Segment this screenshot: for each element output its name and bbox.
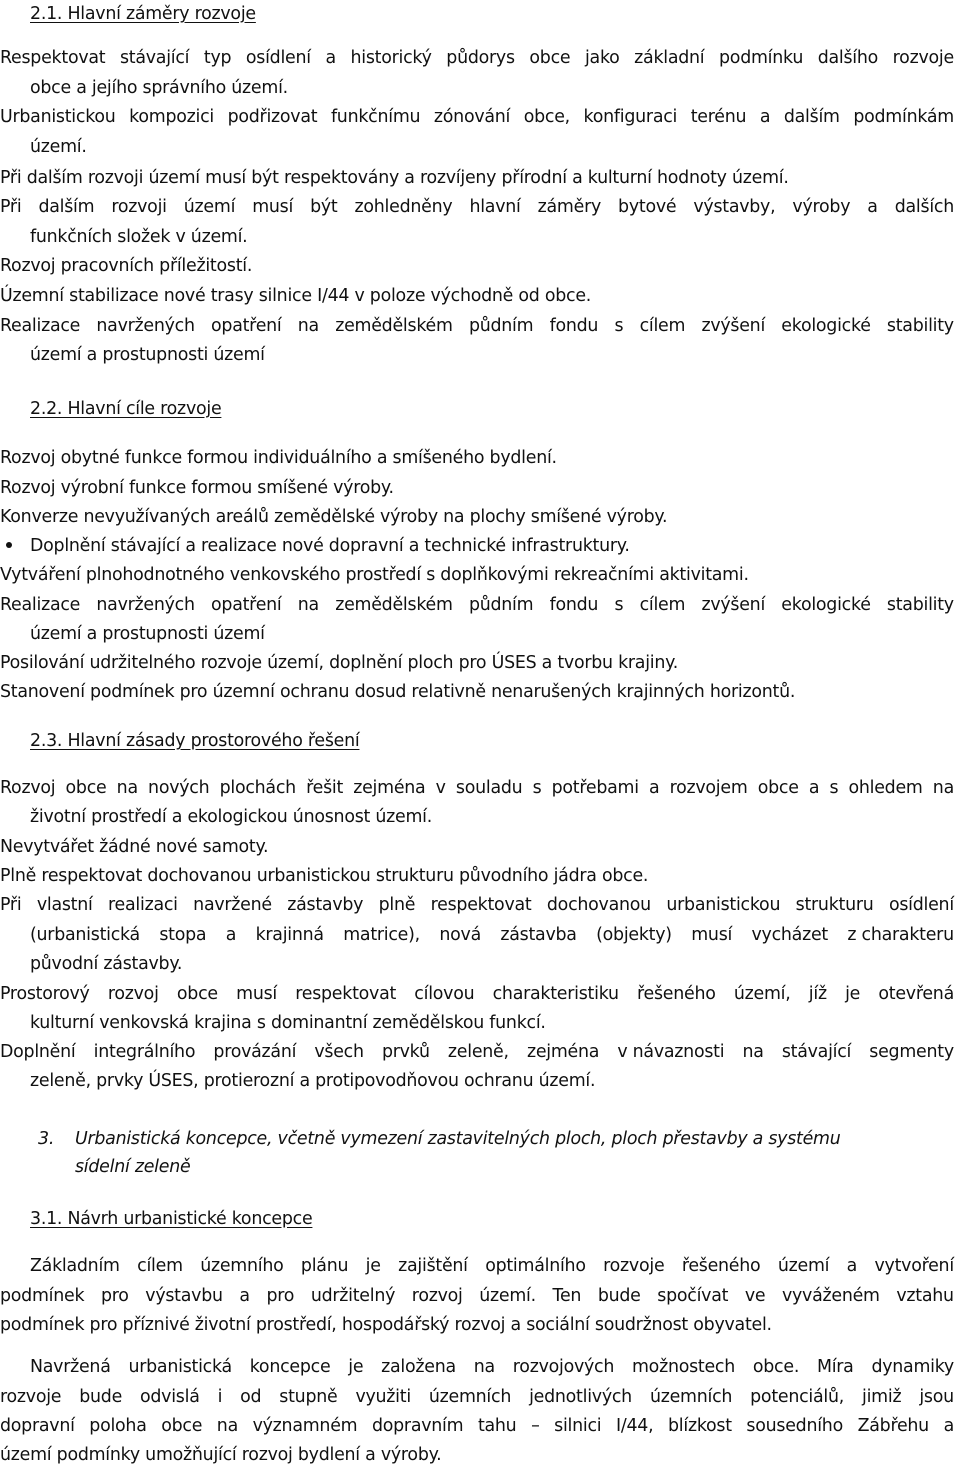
word: historický: [350, 48, 432, 68]
word: a: [239, 1286, 250, 1306]
word: zeleně,: [447, 1042, 509, 1062]
word: poloha: [89, 1416, 147, 1436]
word: možnostech: [631, 1357, 736, 1377]
word: Realizace: [0, 316, 81, 336]
section-heading-2-3: 2.3. Hlavní zásady prostorového řešení: [30, 731, 360, 751]
word: zejména: [353, 778, 426, 798]
word: osídlení: [888, 895, 954, 915]
word: nových: [148, 778, 210, 798]
word: potřebami: [551, 778, 639, 798]
word: cílovou: [414, 984, 475, 1004]
word: rozvoje: [0, 1387, 62, 1407]
word: zástavby: [287, 895, 364, 915]
word: dochovanou: [546, 895, 651, 915]
text-line: Při dalším rozvoji území musí být respektovány a rozvíjeny přírodní a kulturní hodnoty území.: [0, 168, 789, 188]
text-line: území a prostupnosti území: [30, 624, 265, 644]
word: záměry: [537, 197, 602, 217]
word: půdním: [468, 316, 534, 336]
word: stávající: [119, 48, 190, 68]
word: segmenty: [869, 1042, 954, 1062]
word: dalšího: [817, 48, 879, 68]
word: matrice),: [343, 925, 420, 945]
word: a: [325, 48, 336, 68]
word: nová: [439, 925, 481, 945]
word: založena: [381, 1357, 456, 1377]
word: hlavní: [469, 197, 521, 217]
word: respektovat: [430, 895, 532, 915]
word: v návaznosti: [617, 1042, 725, 1062]
word: souladu: [455, 778, 523, 798]
word: Rozvoj: [0, 778, 56, 798]
word: –: [531, 1416, 540, 1436]
word: Doplnění: [0, 1042, 76, 1062]
paragraph-line: [30, 1254, 954, 1278]
word: krajinná: [255, 925, 324, 945]
word: jsou: [919, 1387, 954, 1407]
word: terénu: [690, 107, 747, 127]
text-line: Rozvoj výrobní funkce formou smíšené výroby.: [0, 478, 394, 498]
word: rozvoji: [111, 197, 167, 217]
section-heading-3-1: 3.1. Návrh urbanistické koncepce: [30, 1209, 313, 1229]
word: s: [614, 595, 624, 615]
word: výroby: [792, 197, 851, 217]
text-line: [0, 1040, 954, 1064]
paragraph-line: [30, 1355, 954, 1379]
word: obce: [161, 1416, 203, 1436]
word: stability: [886, 595, 954, 615]
word: navržených: [96, 316, 195, 336]
text-line: Rozvoj pracovních příležitostí.: [0, 256, 253, 276]
word: stopa: [159, 925, 207, 945]
word: musí: [236, 984, 277, 1004]
word: obce: [757, 778, 799, 798]
word: fondu: [549, 595, 599, 615]
word: územního: [200, 1256, 284, 1276]
word: s: [829, 778, 839, 798]
word: otevřená: [878, 984, 954, 1004]
text-line: původní zástavby.: [30, 954, 183, 974]
word: jimiž: [862, 1387, 902, 1407]
bullet-icon: [6, 542, 12, 548]
word: jednotlivých: [529, 1387, 632, 1407]
word: funkčnímu: [330, 107, 421, 127]
word: podmínku: [719, 48, 804, 68]
text-line: Konverze nevyužívaných areálů zemědělské výroby na plochy smíšené výroby.: [0, 507, 668, 527]
word: podmínkám: [853, 107, 954, 127]
word: vztahu: [896, 1286, 954, 1306]
text-line: zeleně, prvky ÚSES, protierozní a protipovodňovou ochranu území.: [30, 1071, 596, 1091]
chapter-number: 3.: [38, 1129, 55, 1149]
word: stability: [886, 316, 954, 336]
word: cílem: [639, 316, 686, 336]
paragraph-line: [0, 1385, 954, 1409]
word: Prostorový: [0, 984, 90, 1004]
word: navržených: [96, 595, 195, 615]
text-line: [0, 776, 954, 800]
word: s: [532, 778, 542, 798]
text-line: území a prostupnosti území: [30, 345, 265, 365]
word: na: [742, 1042, 764, 1062]
word: zohledněny: [354, 197, 453, 217]
word: provázání: [213, 1042, 297, 1062]
word: územních: [428, 1387, 512, 1407]
word: pro: [266, 1286, 295, 1306]
word: cílem: [137, 1256, 183, 1276]
word: obce,: [523, 107, 570, 127]
word: I/44,: [615, 1416, 654, 1436]
word: území,: [733, 984, 791, 1004]
paragraph-line: území podmínky umožňující rozvoj bydlení a výroby.: [0, 1445, 442, 1465]
word: bude: [79, 1387, 123, 1407]
word: optimálního: [485, 1256, 586, 1276]
word: s: [614, 316, 624, 336]
word: půdním: [468, 595, 534, 615]
text-line: [0, 893, 954, 917]
word: Ten: [552, 1286, 582, 1306]
text-line: Vytváření plnohodnotného venkovského prostředí s doplňkovými rekreačními aktivitami.: [0, 565, 749, 585]
word: z charakteru: [847, 925, 954, 945]
word: realizaci: [108, 895, 178, 915]
paragraph-line: [0, 1284, 954, 1308]
word: obce: [529, 48, 571, 68]
word: řešeného: [637, 984, 716, 1004]
paragraph-line: podmínek pro příznivé životní prostředí, hospodářský rozvoj a sociální soudržnost obyvatel.: [0, 1315, 772, 1335]
section-heading-2-1: 2.1. Hlavní záměry rozvoje: [30, 4, 256, 24]
word: a: [808, 778, 820, 798]
word: zejména: [526, 1042, 600, 1062]
text-line: Rozvoj obytné funkce formou individuálního a smíšeného bydlení.: [0, 448, 557, 468]
word: spočívat: [657, 1286, 729, 1306]
word: jíž: [808, 984, 827, 1004]
word: tahu: [477, 1416, 517, 1436]
text-line: funkčních složek v území.: [30, 227, 248, 247]
word: urbanistickou: [666, 895, 781, 915]
word: strukturu: [795, 895, 874, 915]
word: je: [365, 1256, 381, 1276]
word: i: [217, 1387, 223, 1407]
word: zvýšení: [701, 595, 766, 615]
word: rozvoje: [603, 1256, 665, 1276]
word: využiti: [355, 1387, 411, 1407]
word: rozvojových: [512, 1357, 615, 1377]
word: bytové: [618, 197, 677, 217]
word: zemědělském: [335, 595, 453, 615]
word: Zábřehu: [857, 1416, 929, 1436]
text-line: obce a jejího správního území.: [30, 78, 288, 98]
text-line: území.: [30, 137, 87, 157]
word: osídlení: [245, 48, 311, 68]
word: dalším: [38, 197, 95, 217]
word: od: [240, 1387, 262, 1407]
text-line: [0, 105, 954, 129]
text-line: Posilování udržitelného rozvoje území, doplnění ploch pro ÚSES a tvorbu krajiny.: [0, 653, 678, 673]
word: plánu: [300, 1256, 349, 1276]
word: navržené: [193, 895, 272, 915]
word: integrálního: [93, 1042, 196, 1062]
word: na: [297, 595, 319, 615]
text-line: [30, 923, 954, 947]
word: vytvoření: [874, 1256, 954, 1276]
text-line: [0, 593, 954, 617]
word: obce: [176, 984, 218, 1004]
word: rozvojem: [669, 778, 748, 798]
word: území.: [479, 1286, 536, 1306]
word: respektovat: [295, 984, 397, 1004]
text-line: [0, 46, 954, 70]
word: sousedního: [746, 1416, 843, 1436]
word: na: [216, 1416, 238, 1436]
word: ekologické: [781, 316, 871, 336]
word: kompozici: [129, 107, 214, 127]
text-line: kulturní venkovská krajina s dominantní zemědělskou funkcí.: [30, 1013, 546, 1033]
word: (objekty): [596, 925, 672, 945]
word: území: [777, 1256, 830, 1276]
word: rozvoje: [892, 48, 954, 68]
text-line: Plně respektovat dochovanou urbanistickou strukturu původního jádra obce.: [0, 866, 649, 886]
word: pro: [100, 1286, 129, 1306]
word: všech: [314, 1042, 364, 1062]
word: a: [759, 107, 771, 127]
word: rozvoj: [411, 1286, 463, 1306]
word: vycházet: [751, 925, 828, 945]
word: koncepce: [249, 1357, 331, 1377]
word: řešeného: [681, 1256, 761, 1276]
word: stávající: [781, 1042, 852, 1062]
word: podmínek: [0, 1286, 85, 1306]
text-line: Nevytvářet žádné nové samoty.: [0, 837, 269, 857]
word: obce.: [752, 1357, 800, 1377]
word: fondu: [549, 316, 599, 336]
word: rozvoj: [107, 984, 159, 1004]
text-line: [0, 195, 954, 219]
word: musí: [252, 197, 294, 217]
word: potenciálů,: [750, 1387, 845, 1407]
word: (urbanistická: [30, 925, 140, 945]
word: na: [116, 778, 138, 798]
word: územních: [649, 1387, 733, 1407]
word: a: [225, 925, 237, 945]
word: řešit: [306, 778, 344, 798]
word: výstavby,: [693, 197, 776, 217]
word: Míra: [816, 1357, 854, 1377]
word: prvků: [381, 1042, 430, 1062]
text-line: [0, 314, 954, 338]
word: ve: [744, 1286, 766, 1306]
word: Základním: [30, 1256, 120, 1276]
word: a: [846, 1256, 858, 1276]
word: konfiguraci: [583, 107, 678, 127]
word: zemědělském: [335, 316, 453, 336]
word: dynamiky: [871, 1357, 954, 1377]
word: odvislá: [140, 1387, 200, 1407]
word: zónování: [433, 107, 511, 127]
word: dopravní: [0, 1416, 75, 1436]
word: zajištění: [398, 1256, 468, 1276]
word: zástavba: [500, 925, 577, 945]
word: na: [932, 778, 954, 798]
word: být: [310, 197, 338, 217]
word: musí: [691, 925, 733, 945]
word: na: [297, 316, 319, 336]
word: vlastní: [36, 895, 93, 915]
chapter-title: Urbanistická koncepce, včetně vymezení zastavitelných ploch, ploch přestavby a systému: [75, 1129, 841, 1149]
chapter-title-cont: sídelní zeleně: [75, 1157, 191, 1177]
text-line: Stanovení podmínek pro územní ochranu dosud relativně nenarušených krajinných horizontů.: [0, 682, 796, 702]
word: jako: [584, 48, 620, 68]
text-line: Doplnění stávající a realizace nové dopravní a technické infrastruktury.: [30, 536, 630, 556]
word: dopravním: [371, 1416, 464, 1436]
word: je: [348, 1357, 364, 1377]
word: zvýšení: [701, 316, 766, 336]
word: plochách: [219, 778, 296, 798]
section-heading-2-2: 2.2. Hlavní cíle rozvoje: [30, 399, 222, 419]
word: a: [943, 1416, 954, 1436]
word: půdorys: [446, 48, 515, 68]
word: ohledem: [848, 778, 923, 798]
word: stupně: [279, 1387, 338, 1407]
word: na: [473, 1357, 495, 1377]
word: typ: [203, 48, 232, 68]
word: Navržená: [30, 1357, 111, 1377]
word: cílem: [639, 595, 686, 615]
word: významném: [252, 1416, 358, 1436]
word: obce: [65, 778, 107, 798]
word: dalších: [894, 197, 954, 217]
word: základní: [634, 48, 705, 68]
word: v: [435, 778, 446, 798]
word: opatření: [211, 595, 282, 615]
paragraph-line: [0, 1414, 954, 1438]
word: plně: [378, 895, 416, 915]
word: bude: [597, 1286, 641, 1306]
word: Respektovat: [0, 48, 106, 68]
word: podřizovat: [227, 107, 318, 127]
word: silnici: [554, 1416, 602, 1436]
word: blízkost: [668, 1416, 732, 1436]
word: urbanistická: [128, 1357, 232, 1377]
text-line: [0, 982, 954, 1006]
text-line: životní prostředí a ekologickou únosnost území.: [30, 807, 433, 827]
word: a: [867, 197, 878, 217]
word: je: [845, 984, 861, 1004]
word: charakteristiku: [492, 984, 619, 1004]
word: ekologické: [781, 595, 871, 615]
word: Realizace: [0, 595, 81, 615]
word: Urbanistickou: [0, 107, 116, 127]
word: a: [648, 778, 660, 798]
word: výstavbu: [145, 1286, 223, 1306]
word: dalším: [783, 107, 840, 127]
word: území: [183, 197, 236, 217]
word: Při: [0, 197, 22, 217]
word: Při: [0, 895, 22, 915]
word: vyváženém: [781, 1286, 880, 1306]
word: opatření: [211, 316, 282, 336]
word: udržitelný: [310, 1286, 396, 1306]
text-line: Územní stabilizace nové trasy silnice I/44 v poloze východně od obce.: [0, 286, 592, 306]
